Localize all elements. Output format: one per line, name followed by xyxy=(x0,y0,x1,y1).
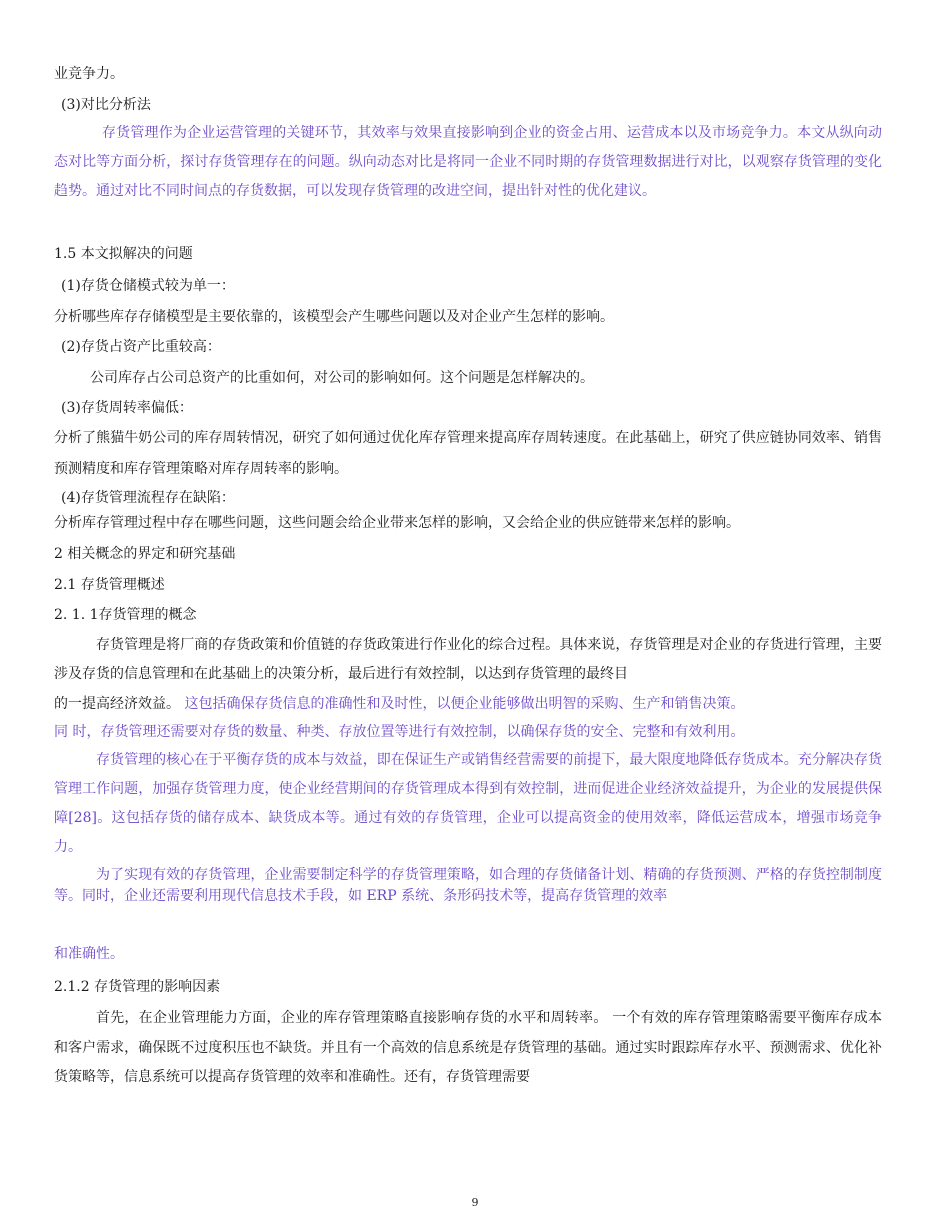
problem-4-text: 分析库存管理过程中存在哪些问题，这些问题会给企业带来怎样的影响，又会给企业的供应链带来怎样的影响。 xyxy=(54,515,740,531)
paragraph-line: 和准确性。 xyxy=(54,946,124,962)
paragraph-line: 同 时，存货管理还需要对存货的数量、种类、存放位置等进行有效控制，以确保存货的安全、完整和有效利用。 xyxy=(54,724,745,740)
problem-1-text: 分析哪些库存存储模型是主要依靠的，该模型会产生哪些问题以及对企业产生怎样的影响。 xyxy=(54,309,614,325)
paragraph: 为了实现有效的存货管理，企业需要制定科学的存货管理策略，如合理的存货储备计划、精确的存货预测、严格的存货控制制度等。同时，企业还需要利用现代信息技术手段，如 ERP 系统、条形码技术等，提高存货管理的效率 xyxy=(54,867,882,904)
problem-2-heading: (2)存货占资产比重较高： xyxy=(61,339,221,355)
text-line: 业竞争力。 xyxy=(54,66,124,82)
problem-3-text: 分析了熊猫牛奶公司的库存周转情况，研究了如何通过优化库存管理来提高库存周转速度。在此基础上，研究了供应链协同效率、销售预测精度和库存管理策略对库存周转率的影响。 xyxy=(54,430,882,477)
highlighted-text-span: 这包括确保存货信息的准确性和及时性，以便企业能够做出明智的采购、生产和销售决策。 xyxy=(184,696,745,712)
problem-1-heading: (1)存货仓储模式较为单一： xyxy=(61,278,235,294)
section-heading-1-5: 1.5 本文拟解决的问题 xyxy=(54,246,193,262)
paragraph: 存货管理的核心在于平衡存货的成本与效益，即在保证生产或销售经营需要的前提下，最大限度地降低存货成本。充分解决存货管理工作问题，加强存货管理力度，使企业经营期间的存货管理成本得到有效控制，进而促进企业经济效益提升，为企业的发展提供保障[28]。这包括存货的储存成本、缺货成本等。通过有效的存货管理，企业可以提高资金的使用效率，降低运营成本，增强市场竞争力。 xyxy=(54,752,882,855)
paragraph-line xyxy=(54,694,744,714)
subsection-heading-2-1-2: 2.1.2 存货管理的影响因素 xyxy=(54,979,221,995)
problem-3-heading: (3)存货周转率偏低： xyxy=(61,400,193,416)
section-heading-2-1: 2.1 存货管理概述 xyxy=(54,577,165,593)
subsection-heading-2-1-1: 2. 1. 1存货管理的概念 xyxy=(54,607,197,623)
page-number: 9 xyxy=(471,1196,479,1209)
paragraph: 存货管理作为企业运营管理的关键环节，其效率与效果直接影响到企业的资金占用、运营成本以及市场竞争力。本文从纵向动态对比等方面分析，探讨存货管理存在的问题。纵向动态对比是将同一企业不同时期的存货管理数据进行对比，以观察存货管理的变化趋势。通过对比不同时间点的存货数据，可以发现存货管理的改进空间，提出针对性的优化建议。 xyxy=(54,125,882,199)
chapter-heading-2: 2 相关概念的界定和研究基础 xyxy=(54,546,236,562)
paragraph: 首先，在企业管理能力方面，企业的库存管理策略直接影响存货的水平和周转率。 一个有效的库存管理策略需要平衡库存成本和客户需求，确保既不过度积压也不缺货。并且有一个高效的信息系统是存货管理的基础。通过实时跟踪库存水平、预测需求、优化补货策略等，信息系统可以提高存货管理的效率和准确性。还有，存货管理需要 xyxy=(54,1010,882,1085)
method-heading: (3)对比分析法 xyxy=(61,97,151,113)
text-span: 的一提高经济效益。 xyxy=(54,696,185,712)
problem-2-text: 公司库存占公司总资产的比重如何，对公司的影响如何。这个问题是怎样解决的。 xyxy=(90,370,594,386)
paragraph: 存货管理是将厂商的存货政策和价值链的存货政策进行作业化的综合过程。具体来说，存货管理是对企业的存货进行管理，主要涉及存货的信息管理和在此基础上的决策分析，最后进行有效控制，以达到存货管理的最终目 xyxy=(54,637,882,682)
problem-4-heading: (4)存货管理流程存在缺陷： xyxy=(61,490,235,506)
